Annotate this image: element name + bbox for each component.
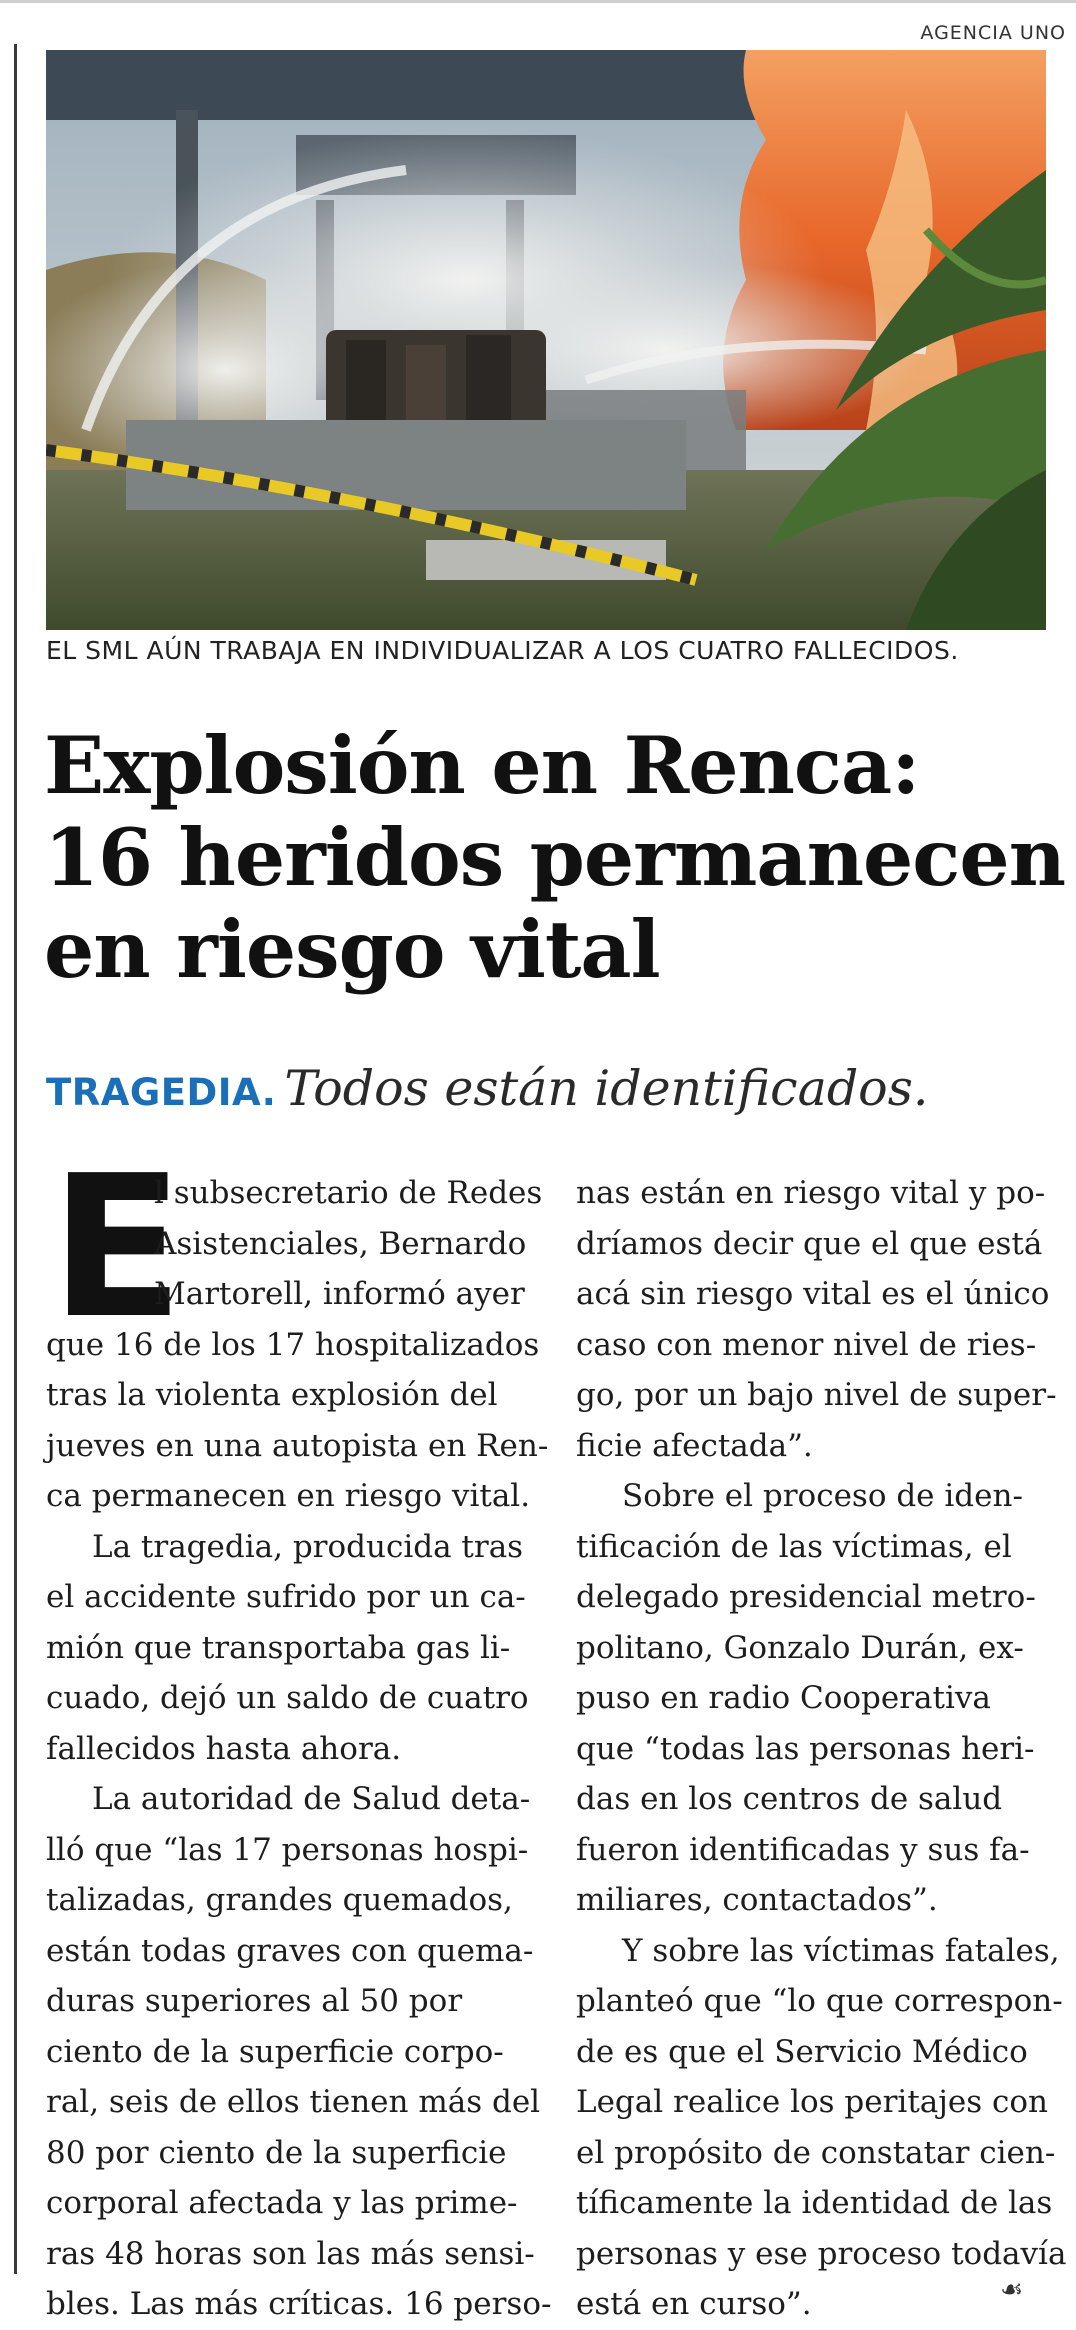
text-line: ciento de la superficie corpo-: [46, 2033, 504, 2070]
text-line: delegado presidencial metro-: [576, 1579, 1036, 1615]
text-line: talizadas, grandes quemados,: [46, 1882, 513, 1918]
photo-caption: EL SML AÚN TRABAJA EN INDIVIDUALIZAR A LOS CUATRO FALLECIDOS.: [46, 636, 959, 665]
text-line: tíficamente la identidad de las: [576, 2185, 1053, 2221]
text-line: duras superiores al 50 por: [46, 1983, 463, 2019]
text-line: La autoridad de Salud deta-: [92, 1781, 531, 1817]
text-line: Legal realice los peritajes con: [576, 2084, 1048, 2120]
text-line: caso con menor nivel de ries-: [576, 1326, 1037, 1363]
subheading: [46, 1060, 928, 1117]
top-rule: [0, 0, 1076, 3]
text-line: tras la violenta explosión del: [46, 1377, 498, 1413]
headline-line: 16 heridos permanecen: [44, 811, 1066, 904]
headline: [44, 719, 1066, 996]
text-line: Martorell, informó ayer: [154, 1276, 525, 1312]
text-line: politano, Gonzalo Durán, ex-: [576, 1629, 1024, 1666]
deck: Todos están identificados.: [284, 1060, 929, 1117]
text-line: que “todas las personas heri-: [576, 1730, 1035, 1767]
text-line: de es que el Servicio Médico: [576, 2033, 1028, 2070]
text-line: 80 por ciento de la superficie: [46, 2134, 507, 2171]
text-line: cuado, dejó un saldo de cuatro: [46, 1680, 529, 1716]
news-photo: [46, 50, 1046, 630]
text-line: están todas graves con quema-: [46, 1932, 534, 1969]
headline-line: Explosión en Renca:: [44, 719, 920, 812]
text-line: ca permanecen en riesgo vital.: [46, 1478, 531, 1514]
text-line: Y sobre las víctimas fatales,: [622, 1932, 1060, 1969]
text-line: puso en radio Cooperativa: [576, 1680, 991, 1716]
text-line: ras 48 horas son las más sensi-: [46, 2235, 535, 2272]
column-rule: [14, 44, 17, 2274]
headline-line: en riesgo vital: [44, 903, 660, 996]
text-line: lló que “las 17 personas hospi-: [46, 1831, 529, 1868]
photo-credit: AGENCIA UNO: [920, 22, 1066, 44]
body-column-right: [576, 1168, 1067, 2330]
text-line: tificación de las víctimas, el: [576, 1528, 1012, 1565]
text-line: planteó que “lo que correspon-: [576, 1983, 1063, 2019]
text-line: fallecidos hasta ahora.: [46, 1730, 402, 1767]
text-line: personas y ese proceso todavía: [576, 2235, 1067, 2272]
text-line: bles. Las más críticas. 16 perso-: [46, 2286, 552, 2322]
text-line: l subsecretario de Redes: [154, 1175, 543, 1211]
text-line: el propósito de constatar cien-: [576, 2134, 1056, 2171]
body-column-left: [46, 1168, 552, 2330]
drop-cap: E: [50, 1134, 184, 1362]
text-line: ficie afectada”.: [576, 1427, 813, 1464]
text-line: La tragedia, producida tras: [92, 1528, 524, 1565]
text-line: está en curso”.: [576, 2286, 812, 2322]
text-line: el accidente sufrido por un ca-: [46, 1579, 526, 1615]
text-line: ral, seis de ellos tienen más del: [46, 2084, 541, 2120]
text-line: mión que transportaba gas li-: [46, 1629, 511, 1666]
section-kicker: TRAGEDIA.: [46, 1071, 277, 1114]
text-line: miliares, contactados”.: [576, 1882, 938, 1918]
text-line: nas están en riesgo vital y po-: [576, 1175, 1046, 1211]
text-line: acá sin riesgo vital es el único: [576, 1276, 1050, 1312]
text-line: jueves en una autopista en Ren-: [46, 1427, 549, 1464]
text-line: go, por un bajo nivel de super-: [576, 1377, 1057, 1413]
text-line: que 16 de los 17 hospitalizados: [46, 1326, 540, 1363]
text-line: das en los centros de salud: [576, 1781, 1003, 1817]
text-line: Sobre el proceso de iden-: [622, 1478, 1023, 1514]
end-mark-icon: ☙: [1000, 2275, 1024, 2305]
text-line: dríamos decir que el que está: [576, 1225, 1043, 1262]
text-line: Asistenciales, Bernardo: [154, 1225, 527, 1262]
text-line: fueron identificadas y sus fa-: [576, 1831, 1030, 1868]
text-line: corporal afectada y las prime-: [46, 2185, 518, 2221]
